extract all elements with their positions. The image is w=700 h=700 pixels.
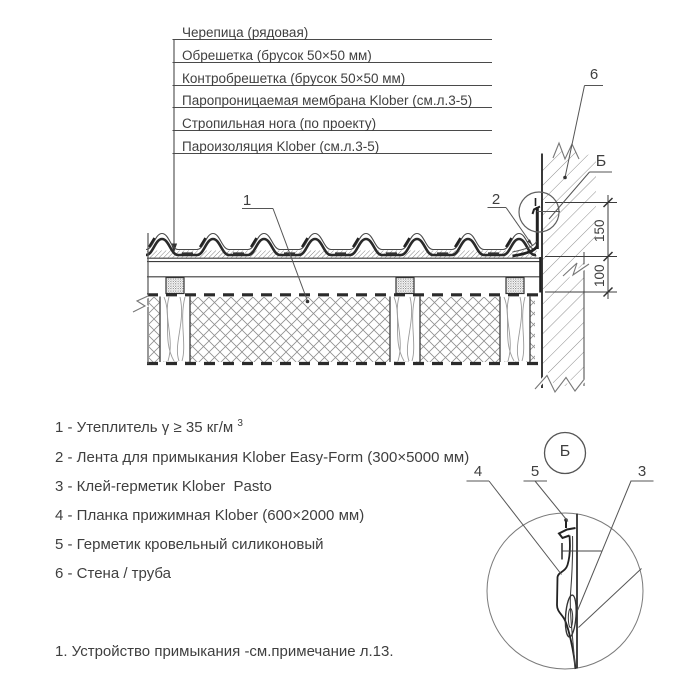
legend-item-1-sup: 3 bbox=[237, 418, 243, 429]
legend-item-6-text: 6 - Стена / труба bbox=[55, 565, 171, 582]
callout-6: 6 bbox=[589, 66, 599, 83]
tile-clips bbox=[149, 238, 512, 247]
detail-flashing bbox=[557, 518, 576, 669]
detail-fastener bbox=[562, 543, 602, 560]
detail-callout-3: 3 bbox=[637, 463, 647, 480]
legend-item-2-text: 2 - Лента для примыкания Klober Easy-Form (300×5000 мм) bbox=[55, 448, 470, 466]
insulation-band bbox=[149, 297, 535, 362]
layer-callout-rafter: Стропильная нога (по проекту) bbox=[182, 115, 377, 131]
layer-callout-battens: Обрешетка (брусок 50×50 мм) bbox=[182, 47, 372, 63]
layer-callout-membrane: Паропроницаемая мембрана Klober (см.л.3-5) bbox=[182, 92, 473, 108]
dimension-100: 100 bbox=[592, 264, 608, 288]
legend-item-2 bbox=[55, 449, 469, 466]
detail-view bbox=[467, 433, 654, 670]
callout-1: 1 bbox=[242, 192, 252, 209]
dimension-150: 150 bbox=[592, 219, 608, 243]
legend-item-4 bbox=[55, 507, 364, 524]
legend-item-4-text: 4 - Планка прижимная Klober (600×2000 мм) bbox=[55, 507, 365, 524]
layer-callout-counter-battens: Контробрешетка (брусок 50×50 мм) bbox=[182, 70, 406, 86]
legend-item-6 bbox=[55, 565, 171, 582]
counter-battens bbox=[166, 278, 524, 294]
layer-callout-tile: Черепица (рядовая) bbox=[182, 24, 309, 40]
legend-item-3 bbox=[55, 478, 272, 495]
roof-assembly bbox=[133, 233, 541, 364]
footnote: 1. Устройство примыкания -см.примечание л.13. bbox=[55, 643, 394, 660]
layer-callout-vapor-barrier: Пароизоляция Klober (см.л.3-5) bbox=[182, 138, 380, 154]
detail-leaders bbox=[467, 481, 654, 628]
legend-item-5 bbox=[55, 536, 324, 553]
detail-ref-circle-label: Б bbox=[559, 443, 571, 460]
callout-2: 2 bbox=[491, 191, 501, 208]
legend-item-1-text: 1 - Утеплитель γ ≥ 35 кг/м bbox=[55, 419, 234, 436]
detail-ref-label: Б bbox=[595, 153, 607, 170]
detail-callout-5: 5 bbox=[530, 463, 540, 480]
legend-item-1 bbox=[55, 418, 243, 436]
legend-item-5-text: 5 - Герметик кровельный силиконовый bbox=[55, 536, 324, 553]
board-layers bbox=[147, 258, 541, 277]
wall-section bbox=[535, 143, 596, 392]
legend-item-3-text: 3 - Клей-герметик Klober Pasto bbox=[55, 477, 272, 495]
detail-callout-4: 4 bbox=[473, 463, 483, 480]
